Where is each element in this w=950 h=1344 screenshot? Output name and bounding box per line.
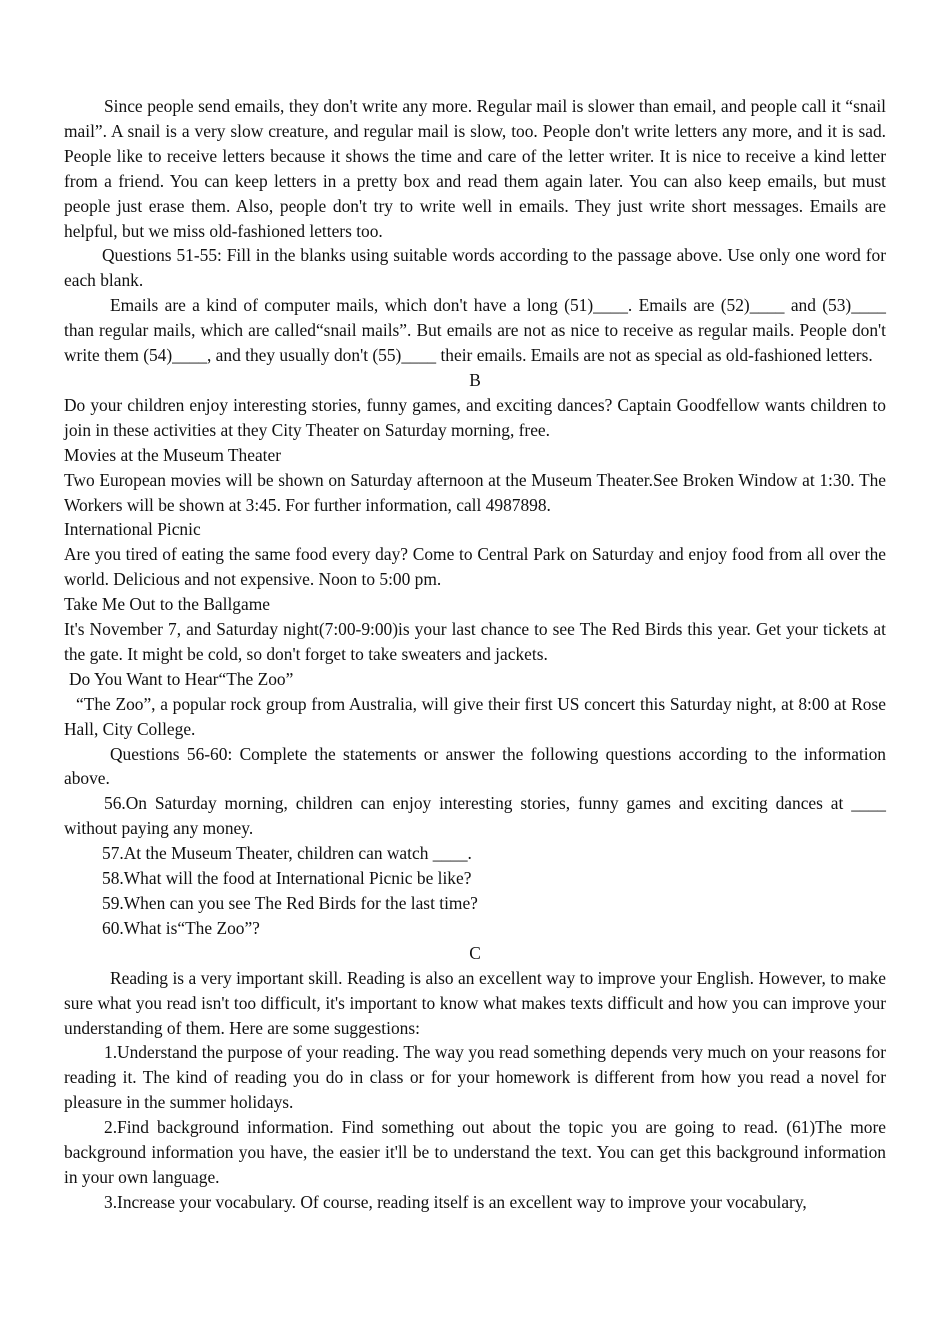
question-60: 60.What is“The Zoo”?: [102, 917, 260, 938]
section-c-paragraph-1: 1.Understand the purpose of your reading. The way you read something depends very much on your reasons for reading it. The kind of reading you do in class or for your homework is different from how you read a novel for pleasure in the summer holidays.: [64, 1042, 886, 1113]
question-58: 58.What will the food at International Picnic be like?: [102, 868, 472, 889]
ad-body-the-zoo: “The Zoo”, a popular rock group from Australia, will give their first US concert this Saturday night, at 8:00 at Rose Hall, City College.: [64, 693, 886, 739]
section-c-paragraph-intro: Reading is a very important skill. Reading is also an excellent way to improve your English. However, to make sure what you read isn't too difficult, it's important to know what makes texts difficult and how you can improve your understanding of them. Here are some suggestions:: [64, 967, 886, 1038]
ad-title-ballgame: Take Me Out to the Ballgame: [64, 594, 270, 615]
passage-a-summary-cloze: Emails are a kind of computer mails, which don't have a long (51)____. Emails are (52)____ and (53)____ than regular mails, which are called“snail mails”. But emails are not as nice to receive as regular mails. People don't write them (54)____, and they usually don't (55)____ their emails. Emails are not as special as old-fashioned letters.: [64, 295, 886, 366]
ad-title-the-zoo: Do You Want to Hear“The Zoo”: [69, 668, 294, 689]
ad-body-international-picnic: Are you tired of eating the same food every day? Come to Central Park on Saturday and enjoy food from all over the world. Delicious and not expensive. Noon to 5:00 pm.: [64, 544, 886, 590]
ad-body-museum-theater: Two European movies will be shown on Saturday afternoon at the Museum Theater.See Broken Window at 1:30. The Workers will be shown at 3:45. For further information, call 4987898.: [64, 469, 886, 515]
section-b-intro: Do your children enjoy interesting stories, funny games, and exciting dances? Captain Goodfellow wants children to join in these activities at they City Theater on Saturday morning, free.: [64, 394, 886, 440]
section-c-paragraph-2: 2.Find background information. Find something out about the topic you are going to read. (61)The more background information you have, the easier it'll be to understand the text. You can get this background information in your own language.: [64, 1117, 886, 1187]
ad-body-ballgame: It's November 7, and Saturday night(7:00-9:00)is your last chance to see The Red Birds this year. Get your tickets at the gate. It might be cold, so don't forget to take sweaters and jackets.: [64, 619, 886, 664]
question-56: 56.On Saturday morning, children can enjoy interesting stories, funny games and exciting dances at ____ without paying any money.: [64, 793, 886, 839]
section-c-paragraph-3: 3.Increase your vocabulary. Of course, reading itself is an excellent way to improve your vocabulary,: [104, 1191, 807, 1212]
ad-title-international-picnic: International Picnic: [64, 519, 201, 540]
ad-title-museum-theater: Movies at the Museum Theater: [64, 444, 282, 465]
section-b-heading: B: [469, 369, 481, 390]
question-57: 57.At the Museum Theater, children can watch ____.: [102, 843, 472, 864]
questions-51-55-instructions: Questions 51-55: Fill in the blanks using suitable words according to the passage above. Use only one word for each blank.: [64, 245, 886, 291]
question-59: 59.When can you see The Red Birds for the last time?: [102, 893, 478, 913]
section-c-heading: C: [469, 942, 481, 963]
passage-a-paragraph: Since people send emails, they don't write any more. Regular mail is slower than email, and people call it “snail mail”. A snail is a very slow creature, and regular mail is slow, too. People don't write letters any more, and it is sad. People like to receive letters because it shows the time and care of the letter writer. It is nice to receive a kind letter from a friend. You can keep letters in a pretty box and read them again later. You can also keep emails, but must people just erase them. Also, people don't try to write well in emails. They just write short messages. Emails are helpful, but we miss old-fashioned letters too.: [64, 96, 886, 241]
questions-56-60-instructions: Questions 56-60: Complete the statements or answer the following questions according to the information above.: [64, 743, 886, 789]
